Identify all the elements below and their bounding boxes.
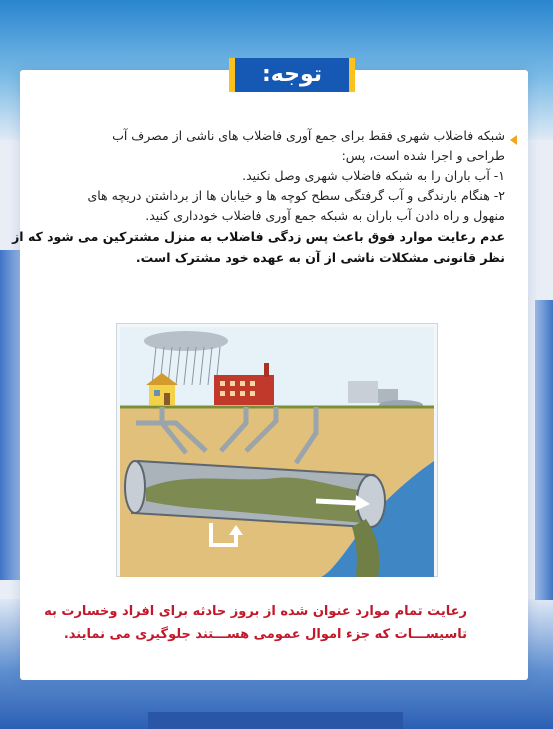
warning-line-1: عدم رعایت موارد فوق باعث پس زدگی فاضلاب به منزل مشترکین می شود که از [12,229,505,244]
rule-2-line-2: منهول و راه دادن آب باران به شبکه جمع آوری فاضلاب خودداری کنید. [145,208,505,223]
left-side-band [0,250,22,580]
rain-cloud [144,331,228,351]
intro-line-1: شبکه فاضلاب شهری فقط برای جمع آوری فاضلاب های ناشی از مصرف آب [112,128,505,143]
sewer-network-rain-illustration [116,323,438,577]
bottom-strip [148,712,403,729]
footer-line-2: تاسیســـات که جزء اموال عمومی هســـتند جلوگیری می نمایند. [63,627,467,642]
bullet-triangle-icon [510,135,517,145]
footer-line-1: رعایت تمام موارد عنوان شده از بروز حادثه برای افراد وخسارت به [44,604,467,619]
page-title: توجه: [229,58,355,92]
rule-1: ۱- آب باران را به شبکه فاضلاب شهری وصل نکنید. [242,168,505,183]
rule-2-line-1: ۲- هنگام بارندگی و آب گرفتگی سطح کوچه ها و خیابان ها از برداشتن دریچه های [87,188,505,203]
intro-line-2: طراحی و اجرا شده است، پس: [341,148,505,163]
right-side-band [535,300,553,600]
warning-line-2: نظر قانونی مشکلات ناشی از آن به عهده خود مشترک است. [135,250,505,265]
